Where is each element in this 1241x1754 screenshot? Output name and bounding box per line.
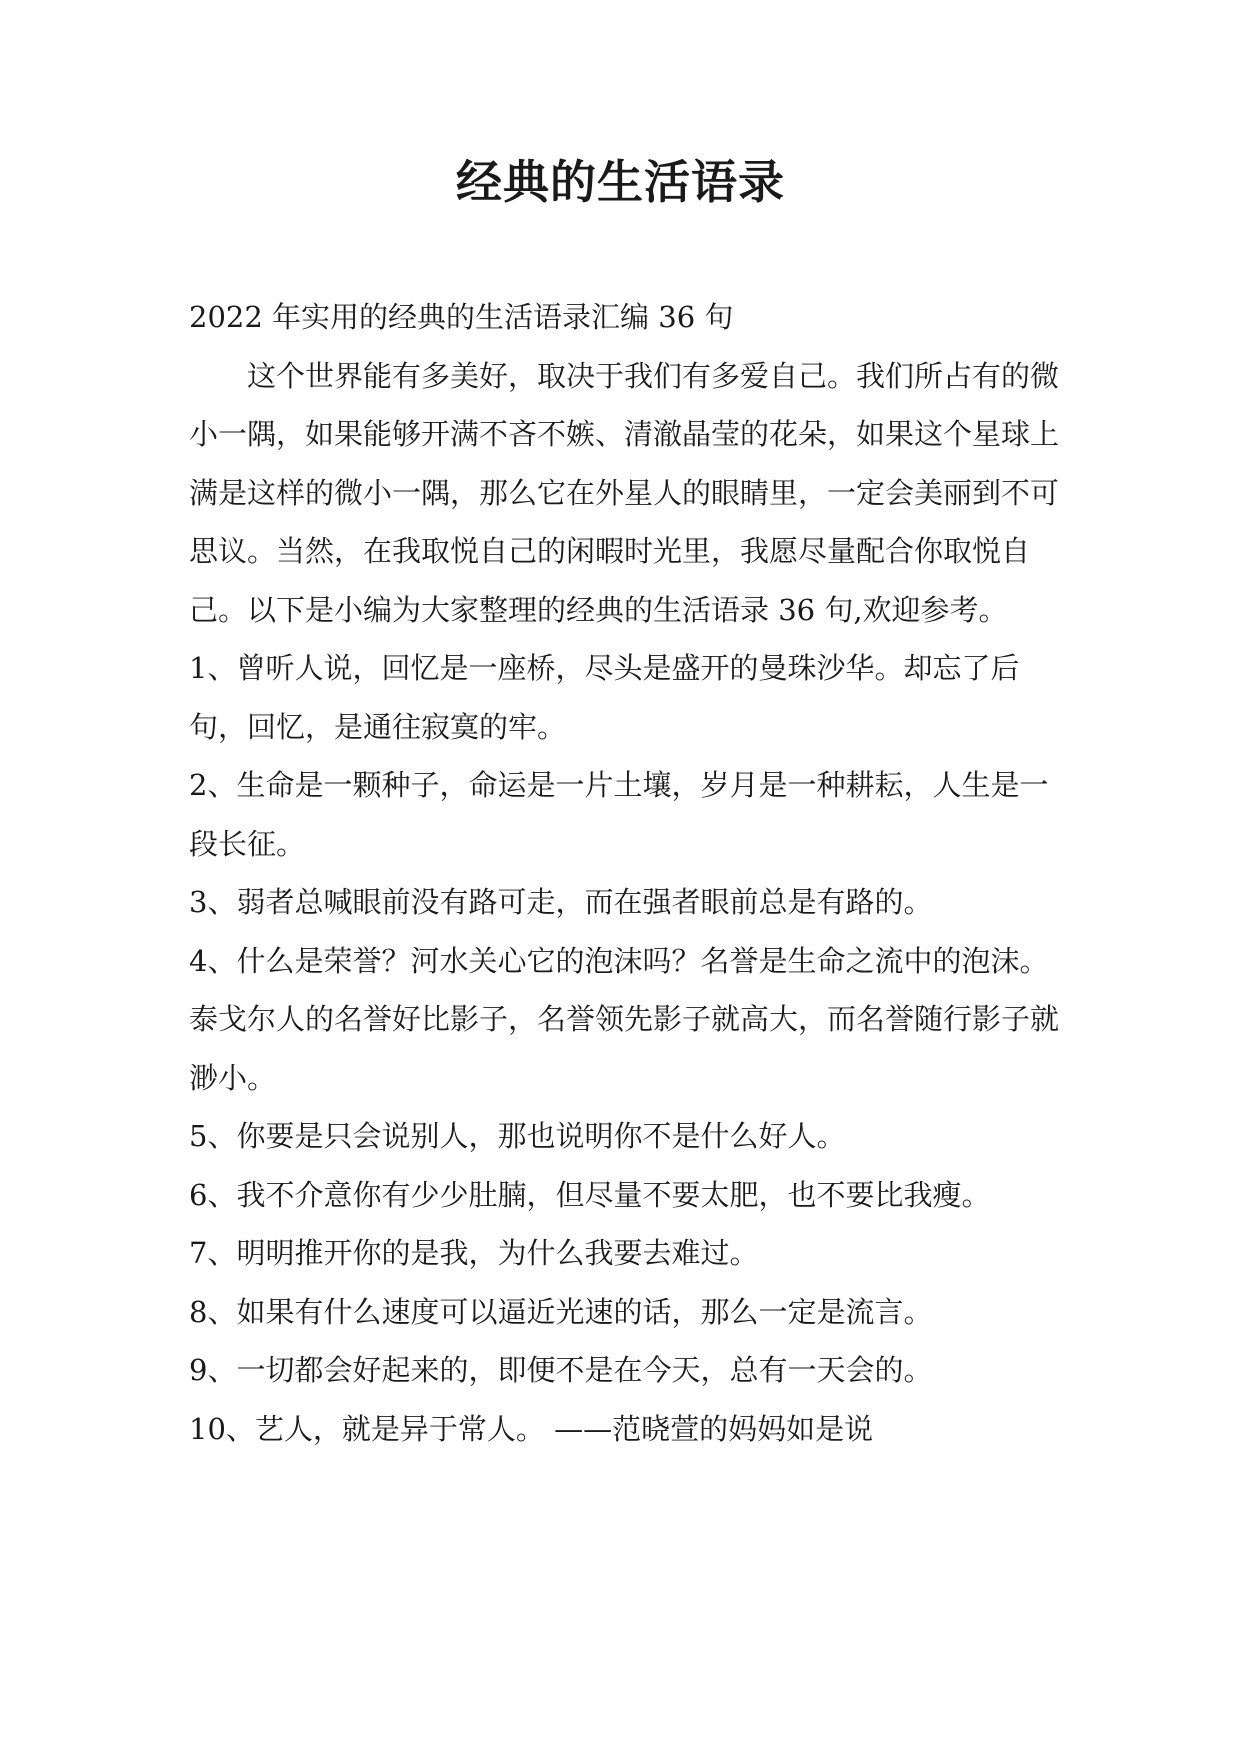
document-subtitle: 2022 年实用的经典的生活语录汇编 36 句 <box>189 300 734 334</box>
quote-item: 3、弱者总喊眼前没有路可走，而在强者眼前总是有路的。 <box>189 885 933 919</box>
quote-item: 5、你要是只会说别人，那也说明你不是什么好人。 <box>189 1119 846 1153</box>
document-title: 经典的生活语录 <box>456 155 785 209</box>
intro-paragraph: 这个世界能有多美好，取决于我们有多爱自己。我们所占有的微小一隅，如果能够开满不吝不嫉、清澈晶莹的花朵，如果这个星球上满是这样的微小一隅，那么它在外星人的眼睛里，一定会美丽到不可思议。当然，在我取悦自己的闲暇时光里，我愿尽量配合你取悦自己。以下是小编为大家整理的经典的生活语录 36 句,欢迎参考。 <box>189 358 1060 627</box>
quote-item: 1、曾听人说，回忆是一座桥，尽头是盛开的曼珠沙华。却忘了后句，回忆，是通往寂寞的牢。 <box>189 651 1020 744</box>
quote-item: 9、一切都会好起来的，即便不是在今天，总有一天会的。 <box>189 1353 933 1387</box>
quote-item: 4、什么是荣誉？河水关心它的泡沫吗？名誉是生命之流中的泡沫。泰戈尔人的名誉好比影子，名誉领先影子就高大，而名誉随行影子就渺小。 <box>189 943 1060 1095</box>
document-body <box>189 288 1069 1458</box>
quote-item: 7、明明推开你的是我，为什么我要去难过。 <box>189 1236 759 1270</box>
quote-item: 2、生命是一颗种子，命运是一片土壤，岁月是一种耕耘，人生是一段长征。 <box>189 768 1049 861</box>
quote-item: 10、艺人，就是异于常人。 ——范晓萱的妈妈如是说 <box>189 1411 874 1446</box>
quote-item: 6、我不介意你有少少肚腩，但尽量不要太肥，也不要比我瘦。 <box>189 1177 991 1212</box>
quote-item: 8、如果有什么速度可以逼近光速的话，那么一定是流言。 <box>189 1294 933 1329</box>
